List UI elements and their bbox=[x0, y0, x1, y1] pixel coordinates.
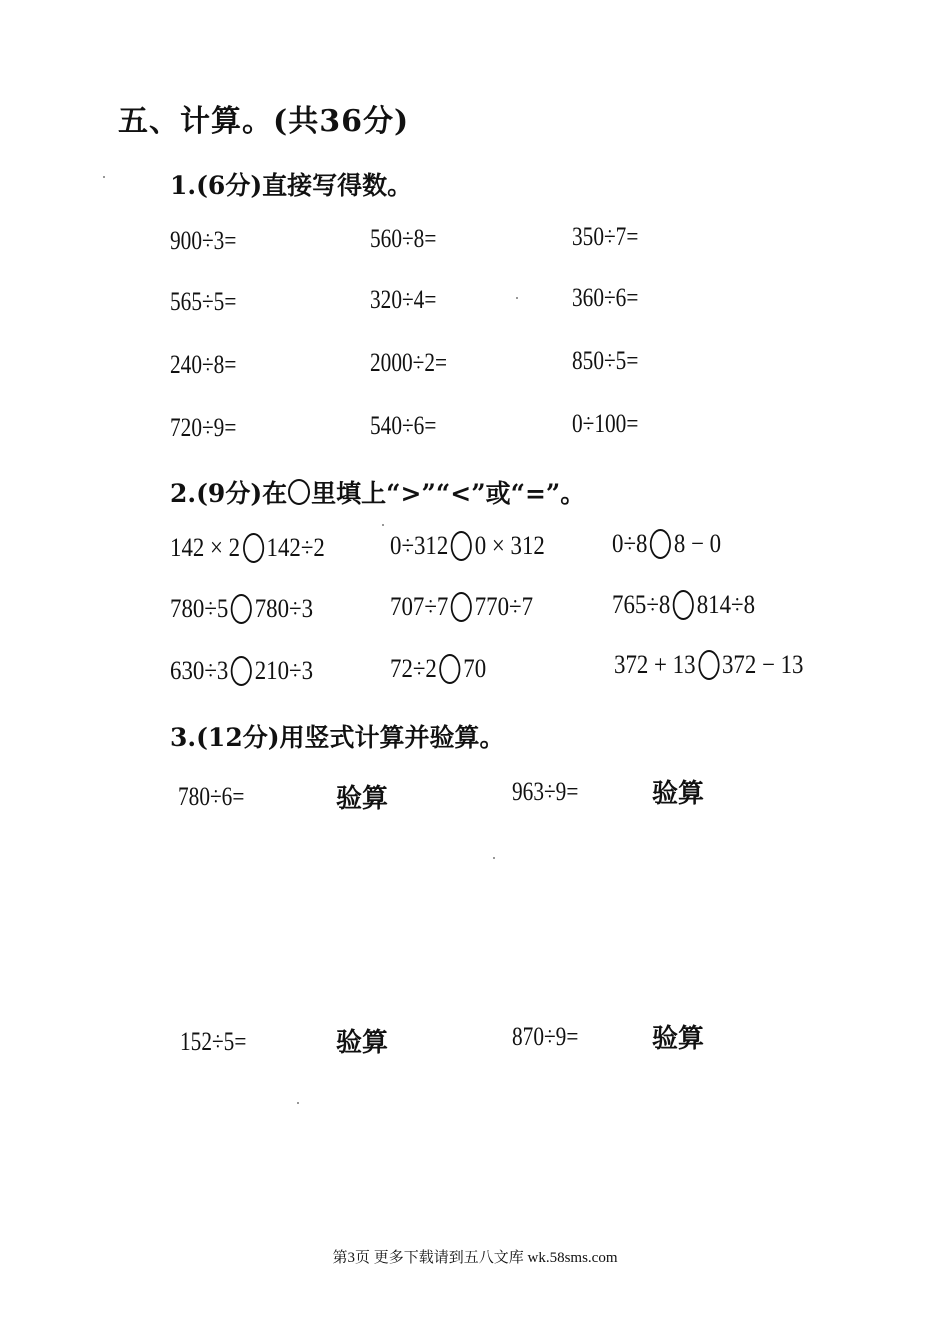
comparison-item bbox=[170, 656, 313, 686]
circle-icon bbox=[288, 479, 310, 505]
q3-check-label: 验算 bbox=[336, 1028, 389, 1058]
scan-speck bbox=[382, 524, 384, 526]
comparison-item bbox=[390, 592, 533, 622]
comparison-left: 0÷312 bbox=[390, 531, 449, 560]
comparison-left: 72÷2 bbox=[390, 654, 437, 683]
q3-expression: 152÷5= bbox=[180, 1027, 247, 1056]
q1-item: 540÷6= bbox=[370, 411, 437, 440]
comparison-right: 372 − 13 bbox=[721, 650, 804, 679]
comparison-right: 770÷7 bbox=[474, 592, 534, 621]
q1-title: 1.(6分)直接写得数。 bbox=[170, 171, 413, 200]
section-heading: 五、计算。(共36分) bbox=[118, 104, 410, 139]
q1-item: 350÷7= bbox=[572, 222, 639, 251]
comparison-right: 814÷8 bbox=[696, 590, 756, 619]
comparison-right: 142÷2 bbox=[266, 533, 325, 562]
q1-item: 560÷8= bbox=[370, 224, 437, 253]
comparison-left: 142 × 2 bbox=[170, 533, 241, 562]
comparison-right: 210÷3 bbox=[254, 656, 314, 685]
q1-item: 240÷8= bbox=[170, 350, 237, 379]
q1-item: 900÷3= bbox=[170, 226, 237, 255]
q3-check-label: 验算 bbox=[652, 1024, 705, 1054]
q1-item: 850÷5= bbox=[572, 346, 639, 375]
comparison-right: 0 × 312 bbox=[474, 531, 545, 560]
scan-speck bbox=[493, 857, 495, 859]
answer-circle[interactable] bbox=[698, 650, 719, 680]
q3-expression: 780÷6= bbox=[178, 782, 245, 811]
comparison-left: 0÷8 bbox=[612, 529, 648, 558]
comparison-right: 8 − 0 bbox=[673, 529, 722, 558]
comparison-item bbox=[612, 590, 755, 620]
scan-speck bbox=[297, 1102, 299, 1104]
q1-item: 320÷4= bbox=[370, 285, 437, 314]
answer-circle[interactable] bbox=[451, 531, 472, 561]
q3-expression: 870÷9= bbox=[512, 1022, 579, 1051]
comparison-item bbox=[612, 529, 721, 559]
page-footer: 第3页 更多下载请到五八文库 wk.58sms.com bbox=[332, 1250, 618, 1266]
comparison-left: 707÷7 bbox=[390, 592, 449, 621]
comparison-right: 70 bbox=[463, 654, 487, 683]
answer-circle[interactable] bbox=[451, 592, 472, 622]
answer-circle[interactable] bbox=[673, 590, 694, 620]
scan-speck bbox=[103, 176, 105, 178]
comparison-item bbox=[170, 533, 325, 563]
answer-circle[interactable] bbox=[650, 529, 671, 559]
comparison-item bbox=[170, 594, 313, 624]
comparison-left: 765÷8 bbox=[612, 590, 671, 619]
answer-circle[interactable] bbox=[440, 654, 461, 684]
answer-circle[interactable] bbox=[231, 594, 252, 624]
q1-item: 0÷100= bbox=[572, 409, 639, 438]
q2-title-prefix: 2.(9分)在 bbox=[170, 479, 288, 508]
q3-check-label: 验算 bbox=[336, 784, 389, 814]
q3-expression: 963÷9= bbox=[512, 777, 579, 806]
q1-item: 2000÷2= bbox=[370, 348, 448, 377]
q2-title-suffix: 里填上“>”“<”或“=”。 bbox=[311, 479, 586, 508]
comparison-left: 780÷5 bbox=[170, 594, 229, 623]
answer-circle[interactable] bbox=[243, 533, 264, 563]
comparison-left: 630÷3 bbox=[170, 656, 229, 685]
comparison-right: 780÷3 bbox=[254, 594, 314, 623]
scan-speck bbox=[516, 297, 518, 299]
comparison-left: 372 + 13 bbox=[614, 650, 696, 679]
q1-item: 360÷6= bbox=[572, 283, 639, 312]
q3-title: 3.(12分)用竖式计算并验算。 bbox=[170, 723, 505, 752]
q1-item: 565÷5= bbox=[170, 287, 237, 316]
comparison-item bbox=[614, 650, 804, 680]
comparison-item bbox=[390, 654, 486, 684]
comparison-item bbox=[390, 531, 545, 561]
q3-check-label: 验算 bbox=[652, 779, 705, 809]
q1-item: 720÷9= bbox=[170, 413, 237, 442]
q2-title bbox=[170, 474, 585, 510]
answer-circle[interactable] bbox=[231, 656, 252, 686]
